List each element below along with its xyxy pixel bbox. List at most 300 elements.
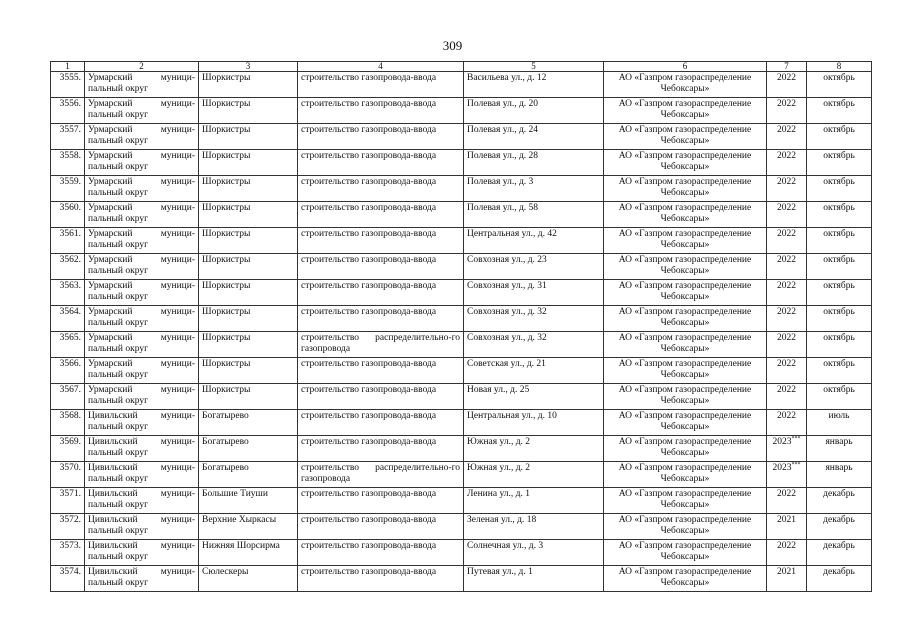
district-name: Цивильский: [88, 515, 138, 525]
work-type-cell: строительство газопровода-ввода: [298, 540, 464, 566]
month-cell: декабрь: [807, 566, 872, 592]
organization-line-1: АО «Газпром газораспределение: [618, 463, 752, 473]
organization-line-2: Чебоксары»: [660, 552, 710, 563]
locality-cell: Богатырево: [199, 436, 298, 462]
work-type-cell: строительство газопровода-ввода: [298, 358, 464, 384]
locality-cell: Шоркистры: [199, 228, 298, 254]
district-type: пальный округ: [88, 266, 149, 277]
work-type-cell: строительство распределительно-го газопровода: [298, 332, 464, 358]
locality-cell: Богатырево: [199, 410, 298, 436]
district-cell: [85, 436, 199, 462]
month-cell: октябрь: [807, 72, 872, 98]
organization-cell: [604, 306, 767, 332]
table-row: [51, 202, 872, 228]
address-cell: Совхозная ул., д. 23: [464, 254, 604, 280]
work-type-cell: строительство газопровода-ввода: [298, 254, 464, 280]
organization-cell: [604, 72, 767, 98]
district-name: Цивильский: [88, 567, 138, 577]
district-cell: [85, 384, 199, 410]
row-number: 3556.: [51, 98, 85, 124]
district-hyphen-part: муници-: [160, 567, 195, 577]
month-cell: октябрь: [807, 176, 872, 202]
address-cell: Совхозная ул., д. 31: [464, 280, 604, 306]
organization-line-2: Чебоксары»: [660, 396, 710, 407]
work-type-cell: строительство газопровода-ввода: [298, 150, 464, 176]
organization-line-2: Чебоксары»: [660, 136, 710, 147]
year-cell: [767, 566, 807, 592]
locality-cell: Шоркистры: [199, 254, 298, 280]
district-cell: [85, 254, 199, 280]
organization-line-2: Чебоксары»: [660, 448, 710, 459]
work-type-cell: строительство газопровода-ввода: [298, 228, 464, 254]
work-type-cell: строительство газопровода-ввода: [298, 306, 464, 332]
organization-line-2: Чебоксары»: [660, 318, 710, 329]
organization-line-2: Чебоксары»: [660, 188, 710, 199]
row-number: 3566.: [51, 358, 85, 384]
work-type-cell: строительство газопровода-ввода: [298, 280, 464, 306]
district-type: пальный округ: [88, 526, 149, 537]
month-cell: октябрь: [807, 306, 872, 332]
organization-line-1: АО «Газпром газораспределение: [618, 385, 752, 395]
locality-cell: Большие Тиуши: [199, 488, 298, 514]
locality-cell: Шоркистры: [199, 124, 298, 150]
locality-cell: Шоркистры: [199, 306, 298, 332]
address-cell: Новая ул., д. 25: [464, 384, 604, 410]
organization-line-2: Чебоксары»: [660, 344, 710, 355]
year-cell: [767, 254, 807, 280]
work-type-cell: строительство распределительно-го газопровода: [298, 462, 464, 488]
district-hyphen-part: муници-: [160, 203, 195, 213]
table-row: [51, 280, 872, 306]
work-type-cell: строительство газопровода-ввода: [298, 436, 464, 462]
table-row: [51, 514, 872, 540]
organization-line-1: АО «Газпром газораспределение: [618, 151, 752, 161]
district-name: Цивильский: [88, 463, 138, 473]
row-number: 3565.: [51, 332, 85, 358]
year-cell: [767, 280, 807, 306]
locality-cell: Богатырево: [199, 462, 298, 488]
district-name: Урмарский: [88, 229, 133, 239]
organization-line-2: Чебоксары»: [660, 214, 710, 225]
district-type: пальный округ: [88, 500, 149, 511]
organization-line-2: Чебоксары»: [660, 370, 710, 381]
organization-line-2: Чебоксары»: [660, 500, 710, 511]
table-row: [51, 488, 872, 514]
address-cell: Полевая ул., д. 28: [464, 150, 604, 176]
year-cell: [767, 384, 807, 410]
district-cell: [85, 176, 199, 202]
district-hyphen-part: муници-: [160, 333, 195, 343]
organization-line-1: АО «Газпром газораспределение: [618, 307, 752, 317]
year-value: 2022: [777, 411, 796, 421]
month-cell: октябрь: [807, 124, 872, 150]
year-value: 2022: [777, 229, 796, 239]
district-cell: [85, 358, 199, 384]
locality-cell: Шоркистры: [199, 384, 298, 410]
district-cell: [85, 202, 199, 228]
year-cell: [767, 436, 807, 462]
organization-cell: [604, 254, 767, 280]
row-number: 3557.: [51, 124, 85, 150]
organization-line-1: АО «Газпром газораспределение: [618, 489, 752, 499]
district-cell: [85, 228, 199, 254]
district-hyphen-part: муници-: [160, 437, 195, 447]
district-name: Урмарский: [88, 255, 133, 265]
row-number: 3564.: [51, 306, 85, 332]
work-type-cell: строительство газопровода-ввода: [298, 514, 464, 540]
row-number: 3562.: [51, 254, 85, 280]
year-value: 2022: [777, 73, 796, 83]
organization-line-1: АО «Газпром газораспределение: [618, 333, 752, 343]
header-cell: 1: [51, 62, 85, 72]
organization-cell: [604, 566, 767, 592]
locality-cell: Шоркистры: [199, 98, 298, 124]
organization-line-1: АО «Газпром газораспределение: [618, 203, 752, 213]
organization-line-2: Чебоксары»: [660, 240, 710, 251]
page-number: 309: [442, 38, 463, 53]
row-number: 3573.: [51, 540, 85, 566]
organization-line-1: АО «Газпром газораспределение: [618, 73, 752, 83]
district-type: пальный округ: [88, 370, 149, 381]
organization-line-1: АО «Газпром газораспределение: [618, 125, 752, 135]
district-hyphen-part: муници-: [160, 99, 195, 109]
organization-cell: [604, 384, 767, 410]
year-footnote-mark: ***: [791, 436, 801, 442]
work-type-cell: строительство газопровода-ввода: [298, 202, 464, 228]
organization-cell: [604, 540, 767, 566]
district-cell: [85, 98, 199, 124]
month-cell: январь: [807, 462, 872, 488]
district-cell: [85, 566, 199, 592]
district-name: Урмарский: [88, 307, 133, 317]
organization-cell: [604, 462, 767, 488]
address-cell: Южная ул., д. 2: [464, 462, 604, 488]
address-cell: Полевая ул., д. 20: [464, 98, 604, 124]
table-row: [51, 358, 872, 384]
work-type-cell: строительство газопровода-ввода: [298, 566, 464, 592]
year-value: 2022: [777, 99, 796, 109]
district-hyphen-part: муници-: [160, 255, 195, 265]
table-row: [51, 566, 872, 592]
district-type: пальный округ: [88, 552, 149, 563]
district-name: Урмарский: [88, 281, 133, 291]
year-cell: [767, 202, 807, 228]
district-name: Цивильский: [88, 541, 138, 551]
address-cell: Полевая ул., д. 3: [464, 176, 604, 202]
year-value: 2022: [777, 489, 796, 499]
locality-cell: Сюлескеры: [199, 566, 298, 592]
table-row: [51, 436, 872, 462]
district-type: пальный округ: [88, 474, 149, 485]
year-value: 2022: [777, 359, 796, 369]
district-type: пальный округ: [88, 162, 149, 173]
district-type: пальный округ: [88, 292, 149, 303]
address-cell: Южная ул., д. 2: [464, 436, 604, 462]
year-cell: [767, 72, 807, 98]
header-cell: 5: [464, 62, 604, 72]
row-number: 3561.: [51, 228, 85, 254]
month-cell: декабрь: [807, 514, 872, 540]
district-type: пальный округ: [88, 448, 149, 459]
locality-cell: Шоркистры: [199, 72, 298, 98]
month-cell: январь: [807, 436, 872, 462]
organization-line-2: Чебоксары»: [660, 578, 710, 589]
district-type: пальный округ: [88, 240, 149, 251]
district-hyphen-part: муници-: [160, 125, 195, 135]
district-type: пальный округ: [88, 110, 149, 121]
month-cell: октябрь: [807, 202, 872, 228]
district-cell: [85, 280, 199, 306]
year-value: 2022: [777, 307, 796, 317]
district-hyphen-part: муници-: [160, 489, 195, 499]
locality-cell: Шоркистры: [199, 150, 298, 176]
district-name: Цивильский: [88, 437, 138, 447]
table-row: [51, 410, 872, 436]
year-value: 2022: [777, 255, 796, 265]
row-number: 3558.: [51, 150, 85, 176]
year-value: 2022: [777, 541, 796, 551]
table-row: [51, 254, 872, 280]
year-value: 2021: [777, 567, 796, 577]
district-hyphen-part: муници-: [160, 359, 195, 369]
district-cell: [85, 410, 199, 436]
month-cell: октябрь: [807, 228, 872, 254]
year-cell: [767, 514, 807, 540]
month-cell: декабрь: [807, 488, 872, 514]
work-type-cell: строительство газопровода-ввода: [298, 176, 464, 202]
locality-cell: Шоркистры: [199, 332, 298, 358]
district-type: пальный округ: [88, 318, 149, 329]
district-cell: [85, 150, 199, 176]
year-value: 2023: [772, 463, 792, 473]
locality-cell: Шоркистры: [199, 280, 298, 306]
organization-line-2: Чебоксары»: [660, 422, 710, 433]
year-cell: [767, 462, 807, 488]
address-cell: Полевая ул., д. 24: [464, 124, 604, 150]
organization-cell: [604, 150, 767, 176]
organization-line-2: Чебоксары»: [660, 526, 710, 537]
organization-cell: [604, 488, 767, 514]
organization-cell: [604, 202, 767, 228]
district-name: Урмарский: [88, 151, 133, 161]
district-name: Цивильский: [88, 489, 138, 499]
locality-cell: Шоркистры: [199, 176, 298, 202]
district-type: пальный округ: [88, 422, 149, 433]
district-hyphen-part: муници-: [160, 73, 195, 83]
work-type-cell: строительство газопровода-ввода: [298, 124, 464, 150]
column-number-header: [51, 62, 872, 72]
district-type: пальный округ: [88, 188, 149, 199]
organization-line-2: Чебоксары»: [660, 474, 710, 485]
organization-cell: [604, 124, 767, 150]
district-hyphen-part: муници-: [160, 307, 195, 317]
month-cell: октябрь: [807, 384, 872, 410]
district-type: пальный округ: [88, 136, 149, 147]
district-type: пальный округ: [88, 84, 149, 95]
header-cell: 2: [85, 62, 199, 72]
table-row: [51, 384, 872, 410]
organization-cell: [604, 514, 767, 540]
year-value: 2022: [777, 125, 796, 135]
table-row: [51, 176, 872, 202]
organization-line-2: Чебоксары»: [660, 292, 710, 303]
year-cell: [767, 228, 807, 254]
organization-line-1: АО «Газпром газораспределение: [618, 515, 752, 525]
organization-line-2: Чебоксары»: [660, 162, 710, 173]
organization-line-1: АО «Газпром газораспределение: [618, 255, 752, 265]
district-hyphen-part: муници-: [160, 229, 195, 239]
organization-cell: [604, 98, 767, 124]
district-name: Урмарский: [88, 359, 133, 369]
year-value: 2022: [777, 151, 796, 161]
locality-cell: Верхние Хыркасы: [199, 514, 298, 540]
table-row: [51, 306, 872, 332]
organization-cell: [604, 280, 767, 306]
organization-cell: [604, 176, 767, 202]
organization-line-1: АО «Газпром газораспределение: [618, 177, 752, 187]
month-cell: октябрь: [807, 358, 872, 384]
district-name: Цивильский: [88, 411, 138, 421]
table-row: [51, 72, 872, 98]
year-value: 2022: [777, 203, 796, 213]
address-cell: Ленина ул., д. 1: [464, 488, 604, 514]
district-type: пальный округ: [88, 214, 149, 225]
address-cell: Путевая ул., д. 1: [464, 566, 604, 592]
district-name: Урмарский: [88, 99, 133, 109]
organization-cell: [604, 332, 767, 358]
year-cell: [767, 98, 807, 124]
organization-line-2: Чебоксары»: [660, 266, 710, 277]
district-cell: [85, 72, 199, 98]
month-cell: июль: [807, 410, 872, 436]
district-cell: [85, 124, 199, 150]
district-name: Урмарский: [88, 333, 133, 343]
address-cell: Совхозная ул., д. 32: [464, 306, 604, 332]
district-cell: [85, 488, 199, 514]
year-value: 2022: [777, 281, 796, 291]
header-cell: 3: [199, 62, 298, 72]
year-cell: [767, 176, 807, 202]
row-number: 3567.: [51, 384, 85, 410]
address-cell: Советская ул., д. 21: [464, 358, 604, 384]
organization-line-1: АО «Газпром газораспределение: [618, 541, 752, 551]
year-cell: [767, 540, 807, 566]
address-cell: Полевая ул., д. 58: [464, 202, 604, 228]
row-number: 3571.: [51, 488, 85, 514]
work-type-cell: строительство газопровода-ввода: [298, 72, 464, 98]
district-cell: [85, 332, 199, 358]
month-cell: декабрь: [807, 540, 872, 566]
address-cell: Центральная ул., д. 42: [464, 228, 604, 254]
district-hyphen-part: муници-: [160, 385, 195, 395]
organization-line-1: АО «Газпром газораспределение: [618, 281, 752, 291]
district-name: Урмарский: [88, 177, 133, 187]
address-cell: Солнечная ул., д. 3: [464, 540, 604, 566]
district-cell: [85, 540, 199, 566]
row-number: 3563.: [51, 280, 85, 306]
table-row: [51, 124, 872, 150]
organization-cell: [604, 436, 767, 462]
locality-cell: Шоркистры: [199, 202, 298, 228]
district-name: Урмарский: [88, 125, 133, 135]
year-cell: [767, 410, 807, 436]
work-type-cell: строительство газопровода-ввода: [298, 488, 464, 514]
district-hyphen-part: муници-: [160, 463, 195, 473]
work-type-cell: строительство газопровода-ввода: [298, 98, 464, 124]
header-cell: 6: [604, 62, 767, 72]
district-cell: [85, 306, 199, 332]
month-cell: октябрь: [807, 280, 872, 306]
row-number: 3555.: [51, 72, 85, 98]
organization-line-2: Чебоксары»: [660, 110, 710, 121]
row-number: 3569.: [51, 436, 85, 462]
district-hyphen-part: муници-: [160, 151, 195, 161]
year-footnote-mark: ***: [791, 462, 801, 468]
address-cell: Зеленая ул., д. 18: [464, 514, 604, 540]
year-cell: [767, 124, 807, 150]
district-name: Урмарский: [88, 203, 133, 213]
district-type: пальный округ: [88, 396, 149, 407]
organization-line-1: АО «Газпром газораспределение: [618, 99, 752, 109]
district-type: пальный округ: [88, 578, 149, 589]
row-number: 3572.: [51, 514, 85, 540]
year-value: 2021: [777, 515, 796, 525]
district-name: Урмарский: [88, 385, 133, 395]
year-value: 2022: [777, 177, 796, 187]
year-cell: [767, 358, 807, 384]
organization-cell: [604, 228, 767, 254]
district-hyphen-part: муници-: [160, 281, 195, 291]
year-cell: [767, 306, 807, 332]
row-number: 3574.: [51, 566, 85, 592]
header-cell: 7: [767, 62, 807, 72]
work-type-cell: строительство газопровода-ввода: [298, 384, 464, 410]
organization-line-1: АО «Газпром газораспределение: [618, 437, 752, 447]
month-cell: октябрь: [807, 254, 872, 280]
address-cell: Совхозная ул., д. 32: [464, 332, 604, 358]
year-cell: [767, 332, 807, 358]
header-cell: 4: [298, 62, 464, 72]
month-cell: октябрь: [807, 150, 872, 176]
month-cell: октябрь: [807, 332, 872, 358]
month-cell: октябрь: [807, 98, 872, 124]
organization-cell: [604, 358, 767, 384]
year-value: 2022: [777, 385, 796, 395]
table-row: [51, 462, 872, 488]
year-cell: [767, 488, 807, 514]
organization-line-1: АО «Газпром газораспределение: [618, 411, 752, 421]
row-number: 3560.: [51, 202, 85, 228]
row-number: 3570.: [51, 462, 85, 488]
year-cell: [767, 150, 807, 176]
district-type: пальный округ: [88, 344, 149, 355]
table-row: [51, 228, 872, 254]
district-hyphen-part: муници-: [160, 177, 195, 187]
year-value: 2022: [777, 333, 796, 343]
table-row: [51, 98, 872, 124]
organization-cell: [604, 410, 767, 436]
table-row: [51, 332, 872, 358]
row-number: 3559.: [51, 176, 85, 202]
row-number: 3568.: [51, 410, 85, 436]
organization-line-1: АО «Газпром газораспределение: [618, 359, 752, 369]
district-hyphen-part: муници-: [160, 541, 195, 551]
year-value: 2023: [772, 437, 792, 447]
table-row: [51, 540, 872, 566]
organization-line-2: Чебоксары»: [660, 84, 710, 95]
work-type-cell: строительство газопровода-ввода: [298, 410, 464, 436]
organization-line-1: АО «Газпром газораспределение: [618, 229, 752, 239]
